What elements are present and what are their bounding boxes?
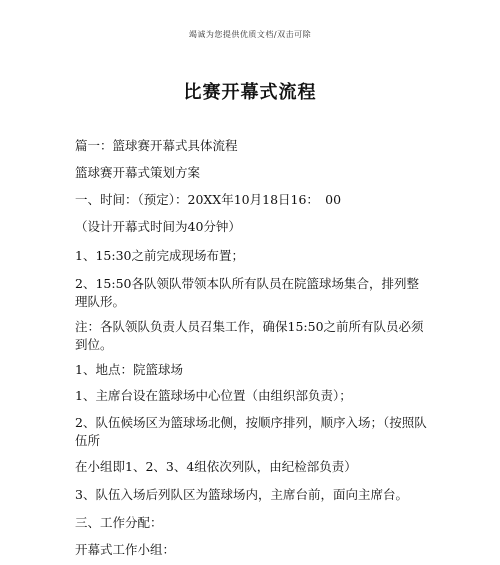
paragraph-6: 2、15:50各队领队带领本队所有队员在院篮球场集合，排列整理队形。 [75,276,419,309]
paragraph-12: 3、队伍入场后列队区为篮球场内，主席台前，面向主席台。 [75,487,408,502]
header-note: 竭诚为您提供优质文档/双击可除 [188,30,312,39]
paragraph-1: 篇一：篮球赛开幕式具体流程 [75,138,238,153]
paragraph-8: 1、地点：院篮球场 [75,362,183,377]
paragraph-11: 在小组即1、2、3、4组依次列队，由纪检部负责） [75,459,357,474]
paragraph-5: 1、15:30之前完成现场布置； [75,248,244,263]
paragraph-13: 三、工作分配： [75,515,163,530]
paragraph-4: （设计开幕式时间为40分钟） [75,219,241,234]
paragraph-3: 一、时间：（预定）：20XX年10月18日16： 00 [75,192,342,207]
paragraph-14: 开幕式工作小组： [75,542,176,557]
paragraph-9: 1、主席台设在篮球场中心位置（由组织部负责）； [75,388,352,403]
paragraph-7: 注：各队领队负责人员召集工作，确保15:50之前所有队员必须到位。 [75,319,424,352]
document-title: 比赛开幕式流程 [183,82,317,103]
paragraph-10: 2、队伍候场区为篮球场北侧，按顺序排列，顺序入场；（按照队伍所 [75,415,427,448]
paragraph-2: 篮球赛开幕式策划方案 [75,165,201,180]
